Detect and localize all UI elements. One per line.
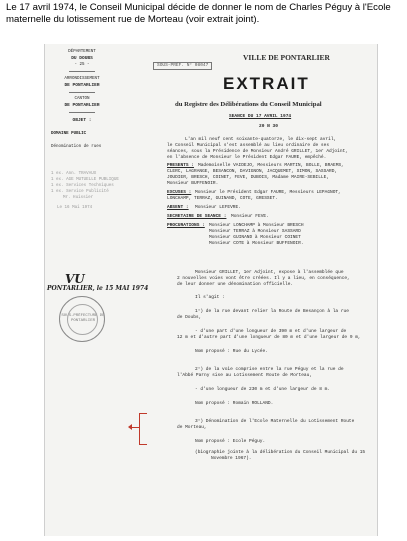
intro-line: L'an mil neuf cent soixante-quatorze, le dix-sept avril, [185,137,337,142]
department-name: DU DOUBS [71,56,93,61]
item2-line: 2°) de la voie comprise entre la rue Péguy et la rue de [195,367,344,372]
excuses-line: LONCHAMP, TERRAZ, GUINAND, COTE, GRESSET. [167,196,278,201]
vu-stamp: VU [65,272,85,286]
annotation-arrowhead [128,424,132,430]
presents-line: JOUDIER, BRESCH, COINET, FEVE, DUBOIS, Madame MAIRE-SEBILLE, [167,175,330,180]
divider [69,112,95,113]
seal-text: SOUS-PRÉFECTURE DE PONTARLIER [61,314,105,323]
item2-nom: Nom proposé : Romain ROLLAND. [195,401,274,406]
presents-line: Mademoiselle VAIDEJO, Messieurs MARTIN, BOLLE, BRAEMS, [198,163,344,168]
prefecture-seal [59,296,105,342]
procurations-label: PROCURATIONS : [167,223,205,228]
seance-date: SEANCE DU 17 AVRIL 1974 [229,114,292,119]
item1-nom: Nom proposé : Rue du Lycée. [195,349,268,354]
distribution-line: Mr. Huissier [63,196,94,200]
department-number: - 25 - [74,63,90,67]
item3-nom: Nom proposé : Ecole Péguy. [195,439,266,444]
procuration-line: Monsieur LONCHAMP à Monsieur BRESCH [209,223,304,228]
excuses-line: Monsieur le Président Edgar FAURE, Messieurs LEPAGNOT, [195,190,341,195]
expose-line: de leur donner une dénomination officielle. [177,282,294,287]
procuration-line: Monsieur GUINAND à Monsieur COINET [209,235,301,240]
expose-line: 2 nouvelles voies vont être créées. Il y a lieu, en conséquence, [177,276,350,281]
item3-line: 3°) Dénomination de l'Ecole Maternelle du Lotissement Route [195,419,355,424]
arrondissement-label: ARRONDISSEMENT [64,77,100,81]
procuration-line: Monsieur COTE à Monsieur BUFFENOIR. [209,241,304,246]
divider [69,71,95,72]
excuses-label: EXCUSES : [167,190,192,195]
item2-dims: - d'une longueur de 230 m et d'une largeur de 8 m. [195,387,331,392]
denomination-title: Dénomination de rues [51,145,102,149]
procuration-line: Monsieur TERRAZ à Monsieur SASSARD [209,229,301,234]
annotation-bracket [139,413,147,445]
presents-line: CLERC, LAGRANGE, BESANCON, DAVIGNON, JACQUEMET, SIMON, SASSARD, [167,169,338,174]
biographie-line: Novembre 1967). [211,456,252,461]
expose-line: Monsieur GRILLET, 1er Adjoint, expose à l'assemblée que [195,270,344,275]
caption-text: Le 17 avril 1974, le Conseil Municipal décide de donner le nom de Charles Péguy à l'Ecole maternelle du lotissement rue de Morteau (voir extrait joint). [6,2,391,25]
canton-name: DE PONTARLIER [64,103,100,108]
il-sagit: Il s'agit : [195,295,225,300]
distribution-line: 1 ex. Services Techniques [51,184,114,188]
presents-line: Monsieur BUFFENOIR. [167,181,219,186]
item1-dims: - d'une part d'une longueur de 390 m et d'une largeur de [195,329,347,334]
distribution-line: 1 ex. AGE MUTUELLE PUBLIQUE [51,178,119,182]
intro-line: en l'absence de Monsieur le Président Edgar FAURE, empêché. [167,155,327,160]
annotation-arrow [131,427,139,428]
intro-line: séances, sous la Présidence de Monsieur André GRILLET, 1er Adjoint, [167,149,348,154]
item1-line: de Doubs, [177,315,202,320]
absent-value: Monsieur LEFEVRE. [195,205,241,210]
presents-label: PRESENTS : [167,163,195,168]
item1-line: 1°) de la rue devant relier la Route de Besançon à la rue [195,309,349,314]
vu-date: PONTARLIER, le 15 MAI 1974 [47,285,149,292]
intro-line: le Conseil Municipal s'est assemblé au lieu ordinaire de ses [167,143,330,148]
distribution-date: Le 16 Mai 1974 [57,206,93,210]
biographie-line: (biographie jointe à la délibération du Conseil Municipal du 15 [195,450,366,455]
objet-label: OBJET : [72,118,92,123]
absent-label: ABSENT : [167,205,189,210]
divider [69,92,95,93]
canton-label: CANTON [74,97,90,101]
document-sheet [44,44,378,536]
item2-line: l'Abbé Parny sise au Lotissement Route de Morteau, [177,373,313,378]
extrait-title: EXTRAIT [223,74,310,93]
item3-line: de Morteau, [177,425,207,430]
arrondissement-name: DE PONTARLIER [64,83,100,88]
deliberation-number: 20 N 30 [259,124,278,129]
secretaire-label: SECRETAIRE DE SEANCE : [167,214,227,219]
registre-heading: du Registre des Délibérations du Conseil Municipal [175,101,322,108]
ville-heading: VILLE DE PONTARLIER [243,53,330,62]
secretaire-value: Monsieur FEVE. [231,214,269,219]
item1-dims: 12 m et d'autre part d'une longueur de 80 m et d'une largeur de 9 m, [177,335,361,340]
departement-label: DÉPARTEMENT [68,50,96,54]
registration-stamp: SOUS-PRÉF. N° 08047 [153,62,212,70]
objet-value: DOMAINE PUBLIC [51,132,87,136]
distribution-line: 1 ex. Service Publicité [51,190,109,194]
distribution-line: 1 ex. Ann. TRAVAUX [51,172,97,176]
